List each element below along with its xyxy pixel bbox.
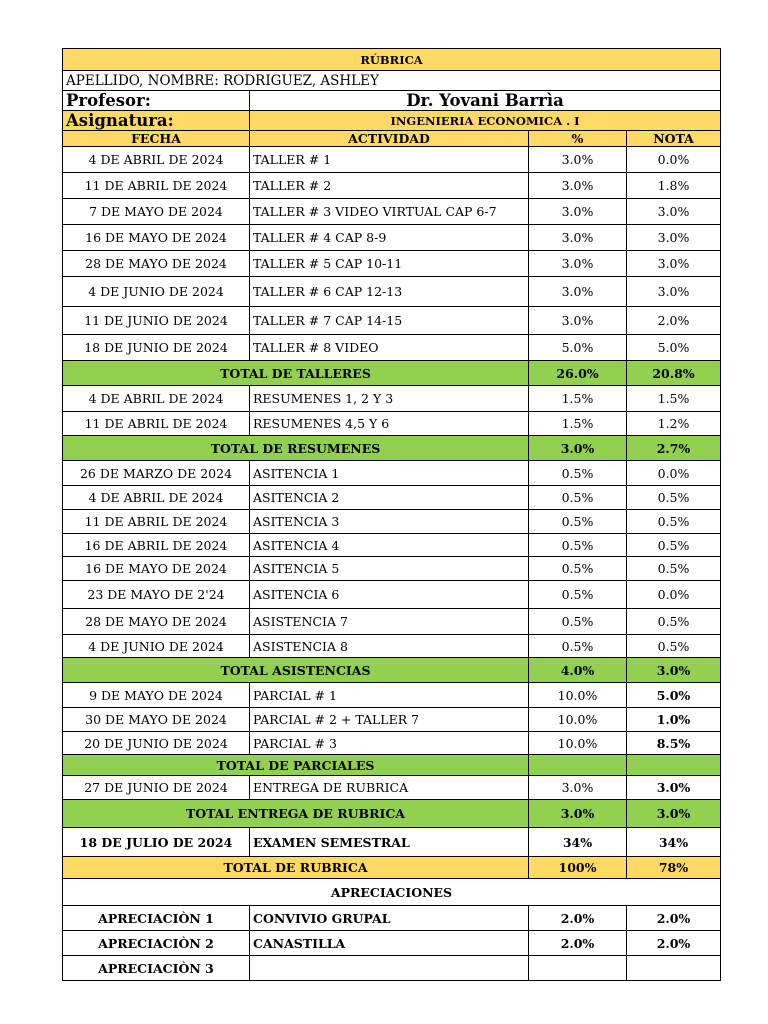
fecha-cell: 28 DE MAYO DE 2024 [63,609,250,635]
pct-cell: 0.5% [529,635,627,658]
fecha-cell: 23 DE MAYO DE 2'24 [63,581,250,609]
pct-cell: 0.5% [529,581,627,609]
table-row [63,906,721,931]
fecha-cell: 18 DE JUNIO DE 2024 [63,335,250,361]
total-nota: 20.8% [627,361,721,386]
fecha-cell: 4 DE ABRIL DE 2024 [63,147,250,173]
total-parciales-row [63,755,721,776]
fecha-cell: 4 DE ABRIL DE 2024 [63,486,250,510]
actividad-cell: TALLER # 6 CAP 12-13 [250,277,529,307]
actividad-cell: PARCIAL # 3 [250,732,529,755]
actividad-cell [250,956,529,981]
pct-cell: 1.5% [529,386,627,412]
table-row [63,277,721,307]
pct-cell: 3.0% [529,251,627,277]
fecha-cell: 11 DE JUNIO DE 2024 [63,307,250,335]
actividad-cell: TALLER # 5 CAP 10-11 [250,251,529,277]
total-talleres-row [63,361,721,386]
total-pct: 26.0% [529,361,627,386]
nota-cell: 3.0% [627,199,721,225]
student-name: APELLIDO, NOMBRE: RODRIGUEZ, ASHLEY [63,71,721,91]
actividad-cell: TALLER # 4 CAP 8-9 [250,225,529,251]
table-row [63,683,721,708]
pct-cell: 0.5% [529,461,627,486]
nota-cell: 0.5% [627,609,721,635]
pct-cell: 10.0% [529,683,627,708]
fecha-cell: 16 DE ABRIL DE 2024 [63,534,250,557]
fecha-cell: 4 DE JUNIO DE 2024 [63,635,250,658]
table-row [63,251,721,277]
nota-cell: 0.5% [627,486,721,510]
nota-cell: 3.0% [627,776,721,800]
actividad-cell: RESUMENES 4,5 Y 6 [250,412,529,436]
fecha-cell: 11 DE ABRIL DE 2024 [63,510,250,534]
table-row [63,412,721,436]
asignatura-name: INGENIERIA ECONOMICA . I [250,111,721,131]
fecha-cell: 4 DE JUNIO DE 2024 [63,277,250,307]
nota-cell: 0.5% [627,635,721,658]
table-row [63,486,721,510]
total-label: TOTAL ENTREGA DE RUBRICA [63,800,529,828]
nota-cell: 0.0% [627,581,721,609]
actividad-cell: EXAMEN SEMESTRAL [250,828,529,857]
nota-cell: 2.0% [627,931,721,956]
table-row [63,776,721,800]
nota-cell: 34% [627,828,721,857]
table-row [63,708,721,732]
actividad-cell: PARCIAL # 2 + TALLER 7 [250,708,529,732]
table-row [63,956,721,981]
profesor-name: Dr. Yovani Barrìa [250,91,721,111]
total-nota: 3.0% [627,800,721,828]
pct-cell: 5.0% [529,335,627,361]
total-resumenes-row [63,436,721,461]
total-pct: 3.0% [529,436,627,461]
pct-cell: 3.0% [529,199,627,225]
nota-cell: 2.0% [627,906,721,931]
fecha-cell: 11 DE ABRIL DE 2024 [63,173,250,199]
apreciacion-label: APRECIACIÒN 2 [63,931,250,956]
table-row [63,386,721,412]
apreciacion-label: APRECIACIÒN 1 [63,906,250,931]
total-pct [529,755,627,776]
pct-cell: 0.5% [529,534,627,557]
header-actividad: ACTIVIDAD [250,131,529,147]
table-row [63,931,721,956]
actividad-cell: ASITENCIA 1 [250,461,529,486]
apreciaciones-title-row [63,879,721,906]
nota-cell: 1.0% [627,708,721,732]
nota-cell: 3.0% [627,251,721,277]
total-pct: 3.0% [529,800,627,828]
pct-cell: 3.0% [529,173,627,199]
nota-cell: 5.0% [627,683,721,708]
total-label: TOTAL DE TALLERES [63,361,529,386]
table-row [63,225,721,251]
pct-cell: 0.5% [529,510,627,534]
table-row [63,557,721,581]
table-row [63,510,721,534]
actividad-cell: PARCIAL # 1 [250,683,529,708]
fecha-cell: 16 DE MAYO DE 2024 [63,557,250,581]
pct-cell: 3.0% [529,277,627,307]
actividad-cell: RESUMENES 1, 2 Y 3 [250,386,529,412]
total-nota: 2.7% [627,436,721,461]
nota-cell: 5.0% [627,335,721,361]
fecha-cell: 11 DE ABRIL DE 2024 [63,412,250,436]
profesor-row [63,91,721,111]
pct-cell: 3.0% [529,225,627,251]
pct-cell: 34% [529,828,627,857]
fecha-cell: 18 DE JULIO DE 2024 [63,828,250,857]
header-fecha: FECHA [63,131,250,147]
column-header-row [63,131,721,147]
nota-cell [627,956,721,981]
table-row [63,635,721,658]
actividad-cell: ASITENCIA 5 [250,557,529,581]
examen-row [63,828,721,857]
nota-cell: 1.5% [627,386,721,412]
header-pct: % [529,131,627,147]
table-row [63,534,721,557]
total-nota [627,755,721,776]
asignatura-row [63,111,721,131]
table-row [63,335,721,361]
total-nota: 3.0% [627,658,721,683]
pct-cell: 3.0% [529,147,627,173]
student-row [63,71,721,91]
pct-cell [529,956,627,981]
table-row [63,173,721,199]
table-row [63,461,721,486]
total-nota: 78% [627,857,721,879]
pct-cell: 0.5% [529,609,627,635]
nota-cell: 0.0% [627,147,721,173]
nota-cell: 1.8% [627,173,721,199]
pct-cell: 0.5% [529,557,627,581]
actividad-cell: TALLER # 1 [250,147,529,173]
nota-cell: 2.0% [627,307,721,335]
table-row [63,199,721,225]
actividad-cell: ASITENCIA 3 [250,510,529,534]
actividad-cell: ASISTENCIA 7 [250,609,529,635]
apreciaciones-title: APRECIACIONES [63,879,721,906]
pct-cell: 10.0% [529,732,627,755]
pct-cell: 1.5% [529,412,627,436]
fecha-cell: 4 DE ABRIL DE 2024 [63,386,250,412]
fecha-cell: 30 DE MAYO DE 2024 [63,708,250,732]
apreciacion-label: APRECIACIÒN 3 [63,956,250,981]
actividad-cell: CANASTILLA [250,931,529,956]
nota-cell: 3.0% [627,225,721,251]
actividad-cell: ASISTENCIA 8 [250,635,529,658]
asignatura-label: Asignatura: [63,111,250,131]
total-label: TOTAL DE PARCIALES [63,755,529,776]
nota-cell: 8.5% [627,732,721,755]
fecha-cell: 28 DE MAYO DE 2024 [63,251,250,277]
actividad-cell: ENTREGA DE RUBRICA [250,776,529,800]
nota-cell: 1.2% [627,412,721,436]
nota-cell: 0.5% [627,534,721,557]
profesor-label: Profesor: [63,91,250,111]
nota-cell: 3.0% [627,277,721,307]
total-label: TOTAL DE RUBRICA [63,857,529,879]
actividad-cell: TALLER # 7 CAP 14-15 [250,307,529,335]
actividad-cell: ASITENCIA 6 [250,581,529,609]
pct-cell: 10.0% [529,708,627,732]
pct-cell: 0.5% [529,486,627,510]
total-asistencias-row [63,658,721,683]
rubrica-title: RÚBRICA [63,49,721,71]
total-pct: 100% [529,857,627,879]
pct-cell: 2.0% [529,931,627,956]
fecha-cell: 26 DE MARZO DE 2024 [63,461,250,486]
table-row [63,609,721,635]
total-pct: 4.0% [529,658,627,683]
header-nota: NOTA [627,131,721,147]
actividad-cell: CONVIVIO GRUPAL [250,906,529,931]
pct-cell: 3.0% [529,307,627,335]
table-row [63,581,721,609]
table-row [63,147,721,173]
fecha-cell: 20 DE JUNIO DE 2024 [63,732,250,755]
fecha-cell: 7 DE MAYO DE 2024 [63,199,250,225]
actividad-cell: TALLER # 3 VIDEO VIRTUAL CAP 6-7 [250,199,529,225]
fecha-cell: 16 DE MAYO DE 2024 [63,225,250,251]
actividad-cell: TALLER # 8 VIDEO [250,335,529,361]
actividad-cell: ASITENCIA 4 [250,534,529,557]
nota-cell: 0.5% [627,510,721,534]
table-row [63,307,721,335]
fecha-cell: 27 DE JUNIO DE 2024 [63,776,250,800]
rubrica-table [62,48,721,981]
fecha-cell: 9 DE MAYO DE 2024 [63,683,250,708]
actividad-cell: ASITENCIA 2 [250,486,529,510]
table-row [63,732,721,755]
pct-cell: 2.0% [529,906,627,931]
nota-cell: 0.5% [627,557,721,581]
actividad-cell: TALLER # 2 [250,173,529,199]
total-rubrica-row [63,857,721,879]
title-row [63,49,721,71]
nota-cell: 0.0% [627,461,721,486]
total-entrega-row [63,800,721,828]
total-label: TOTAL DE RESUMENES [63,436,529,461]
total-label: TOTAL ASISTENCIAS [63,658,529,683]
pct-cell: 3.0% [529,776,627,800]
